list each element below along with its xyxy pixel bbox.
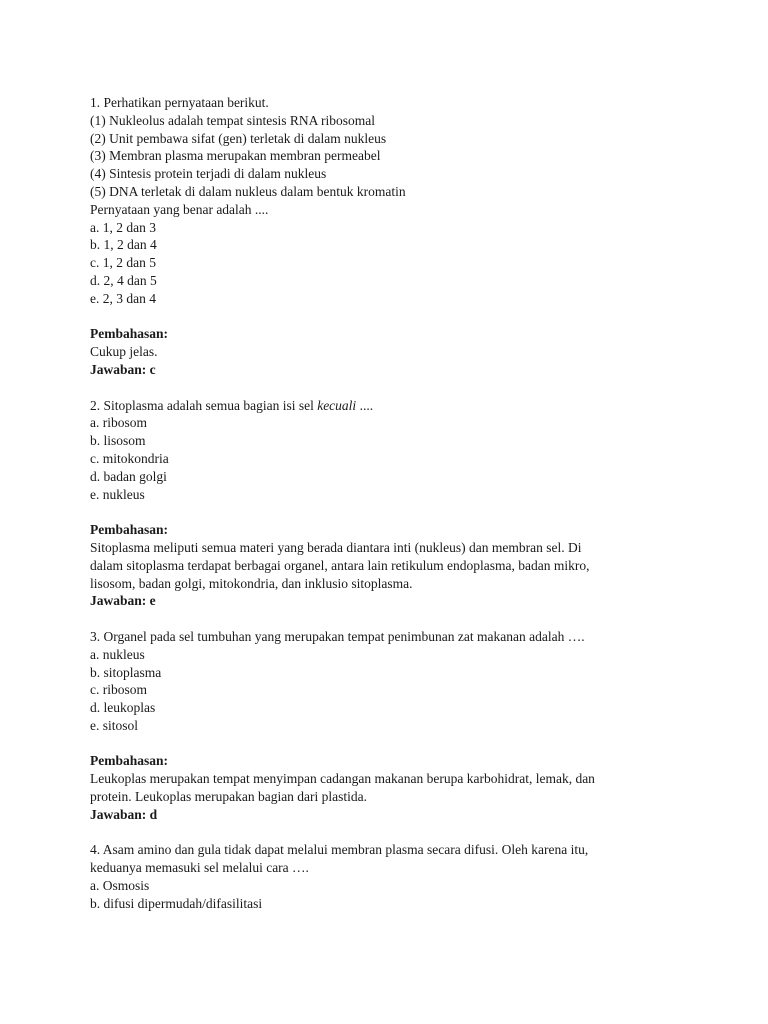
option-d: d. badan golgi	[90, 468, 167, 484]
option-a: a. 1, 2 dan 3	[90, 219, 156, 235]
answer-key: Jawaban: c	[90, 361, 156, 377]
option-e: e. nukleus	[90, 486, 145, 502]
option-c: c. mitokondria	[90, 450, 169, 466]
option-d: d. 2, 4 dan 5	[90, 272, 157, 288]
option-e: e. 2, 3 dan 4	[90, 290, 156, 306]
discussion-text: Sitoplasma meliputi semua materi yang berada diantara inti (nukleus) dan membran sel. Di	[90, 539, 582, 555]
document-page	[90, 94, 680, 913]
option-b: b. 1, 2 dan 4	[90, 237, 157, 253]
option-e: e. sitosol	[90, 717, 139, 733]
discussion-heading: Pembahasan:	[90, 522, 169, 538]
option-b: b. difusi dipermudah/difasilitasi	[90, 895, 263, 911]
question-3-title: 3. Organel pada sel tumbuhan yang merupakan tempat penimbunan zat makanan adalah ….	[90, 628, 585, 644]
discussion-text: lisosom, badan golgi, mitokondria, dan inklusio sitoplasma.	[90, 575, 413, 591]
discussion-text: Leukoplas merupakan tempat menyimpan cadangan makanan berupa karbohidrat, lemak, dan	[90, 771, 595, 787]
statement-2: (2) Unit pembawa sifat (gen) terletak di dalam nukleus	[90, 130, 387, 146]
question-4-title-cont: keduanya memasuki sel melalui cara ….	[90, 860, 309, 876]
discussion-text: protein. Leukoplas merupakan bagian dari plastida.	[90, 789, 368, 805]
question-4-title: 4. Asam amino dan gula tidak dapat melalui membran plasma secara difusi. Oleh karena itu,	[90, 842, 589, 858]
option-a: a. nukleus	[90, 646, 145, 662]
statement-1: (1) Nukleolus adalah tempat sintesis RNA ribosomal	[90, 112, 375, 128]
option-d: d. leukoplas	[90, 700, 156, 716]
option-b: b. sitoplasma	[90, 664, 162, 680]
discussion-heading: Pembahasan:	[90, 753, 169, 769]
answer-key: Jawaban: e	[90, 593, 156, 609]
statement-5: (5) DNA terletak di dalam nukleus dalam bentuk kromatin	[90, 183, 406, 199]
question-2-title: 2. Sitoplasma adalah semua bagian isi sel kecuali ....	[90, 397, 374, 413]
answer-key: Jawaban: d	[90, 806, 158, 822]
statement-3: (3) Membran plasma merupakan membran permeabel	[90, 148, 381, 164]
discussion-heading: Pembahasan:	[90, 326, 169, 342]
discussion-text: dalam sitoplasma terdapat berbagai organel, antara lain retikulum endoplasma, badan mikro,	[90, 557, 590, 573]
statement-4: (4) Sintesis protein terjadi di dalam nukleus	[90, 166, 327, 182]
question-1-prompt: Pernyataan yang benar adalah ....	[90, 201, 269, 217]
question-1	[90, 94, 680, 379]
option-b: b. lisosom	[90, 433, 146, 449]
discussion-text: Cukup jelas.	[90, 344, 158, 360]
option-c: c. ribosom	[90, 682, 147, 698]
option-c: c. 1, 2 dan 5	[90, 255, 156, 271]
question-2	[90, 397, 680, 611]
question-3	[90, 628, 680, 824]
question-4	[90, 841, 680, 912]
option-a: a. Osmosis	[90, 878, 150, 894]
question-1-title: 1. Perhatikan pernyataan berikut.	[90, 95, 269, 110]
option-a: a. ribosom	[90, 415, 147, 431]
